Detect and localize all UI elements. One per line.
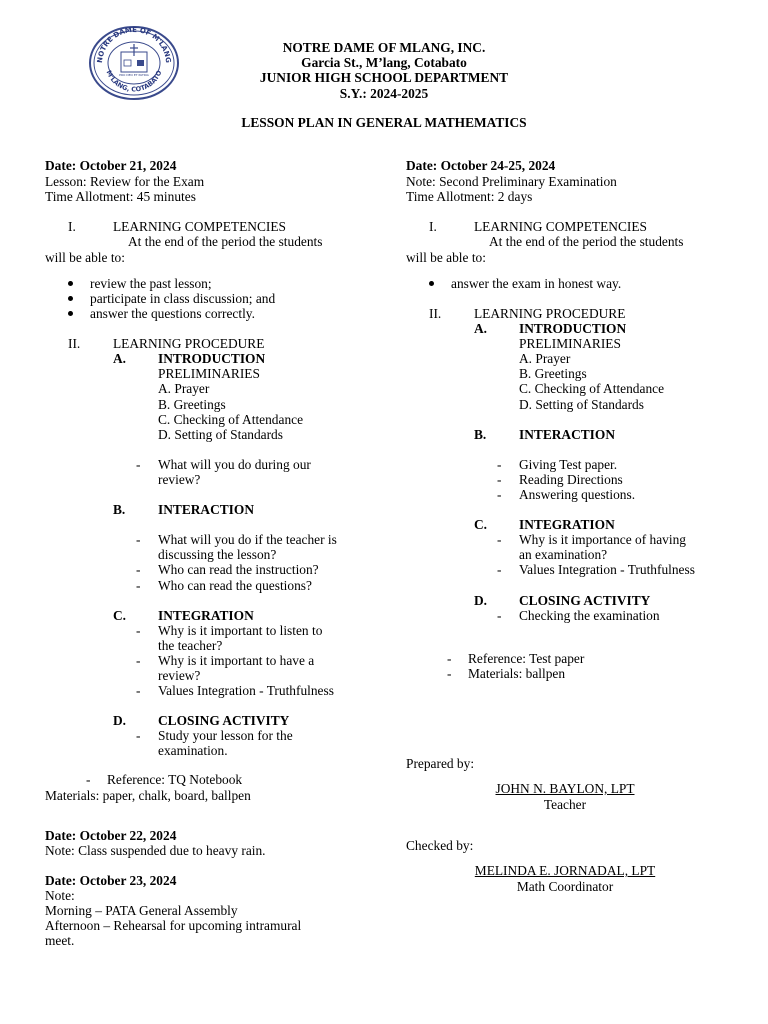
prepared-by-label: Prepared by: xyxy=(406,756,475,771)
list-item: Why is it importance of having xyxy=(519,532,686,547)
preliminaries-label: PRELIMINARIES xyxy=(158,366,260,381)
competency-text: will be able to: xyxy=(45,250,125,265)
note-line: meet. xyxy=(45,933,75,948)
reference-line: Reference: TQ Notebook xyxy=(107,772,243,787)
list-item: Why is it important to listen to xyxy=(158,623,323,638)
list-item: C. Checking of Attendance xyxy=(519,381,665,396)
list-item: Giving Test paper. xyxy=(519,457,618,472)
list-item: A. Prayer xyxy=(158,381,210,396)
subsection-heading: CLOSING ACTIVITY xyxy=(519,593,651,608)
school-name: NOTRE DAME OF MLANG, INC. xyxy=(282,40,486,55)
list-item: D. Setting of Standards xyxy=(519,397,644,412)
dash-marker: - xyxy=(136,728,141,743)
list-item: Who can read the instruction? xyxy=(158,562,319,577)
list-item: Answering questions. xyxy=(519,487,636,502)
list-item: D. Setting of Standards xyxy=(158,427,283,442)
list-item: Checking the examination xyxy=(519,608,660,623)
subsection-letter: C. xyxy=(113,608,127,623)
bullet-icon xyxy=(68,296,73,301)
list-item: the teacher? xyxy=(158,638,223,653)
dash-marker: - xyxy=(497,472,502,487)
subsection-heading: INTEGRATION xyxy=(519,517,615,532)
time-allotment: Time Allotment: 2 days xyxy=(406,189,533,204)
dash-marker: - xyxy=(497,532,502,547)
note-line: Morning – PATA General Assembly xyxy=(45,903,238,918)
section-number: II. xyxy=(429,306,442,321)
dash-marker: - xyxy=(497,487,502,502)
list-item: discussing the lesson? xyxy=(158,547,277,562)
dash-marker: - xyxy=(497,457,502,472)
lesson-line: Lesson: Review for the Exam xyxy=(45,174,205,189)
dash-marker: - xyxy=(447,666,452,681)
school-address: Garcia St., M’lang, Cotabato xyxy=(301,55,467,71)
list-item: Who can read the questions? xyxy=(158,578,312,593)
preparer-role: Teacher xyxy=(543,797,587,812)
checker-role: Math Coordinator xyxy=(516,879,614,894)
list-item: answer the questions correctly. xyxy=(90,306,255,321)
dash-marker: - xyxy=(497,608,502,623)
section-heading: LEARNING PROCEDURE xyxy=(113,336,265,351)
date-oct-21: Date: October 21, 2024 xyxy=(45,158,177,173)
list-item: C. Checking of Attendance xyxy=(158,412,304,427)
note-line: Note: Class suspended due to heavy rain. xyxy=(45,843,266,858)
checker-name: MELINDA E. JORNADAL, LPT xyxy=(474,863,656,878)
subsection-heading: INTRODUCTION xyxy=(519,321,627,336)
preliminaries-label: PRELIMINARIES xyxy=(519,336,621,351)
section-heading: LEARNING COMPETENCIES xyxy=(113,219,286,234)
list-item: B. Greetings xyxy=(519,366,587,381)
list-item: Values Integration - Truthfulness xyxy=(519,562,695,577)
dash-marker: - xyxy=(136,653,141,668)
date-oct-22: Date: October 22, 2024 xyxy=(45,828,177,843)
dash-marker: - xyxy=(136,578,141,593)
dash-marker: - xyxy=(497,562,502,577)
subsection-heading: INTEGRATION xyxy=(158,608,254,623)
dash-marker: - xyxy=(86,772,91,787)
note-line: Note: xyxy=(45,888,75,903)
subsection-letter: B. xyxy=(113,502,126,517)
materials-line: Materials: ballpen xyxy=(468,666,566,681)
section-number: II. xyxy=(68,336,81,351)
list-item: What will you do during our xyxy=(158,457,311,472)
date-oct-23: Date: October 23, 2024 xyxy=(45,873,177,888)
svg-text:M'LANG, COTABATO: M'LANG, COTABATO xyxy=(104,69,164,94)
department: JUNIOR HIGH SCHOOL DEPARTMENT xyxy=(259,70,509,86)
dash-marker: - xyxy=(447,651,452,666)
list-item: participate in class discussion; and xyxy=(90,291,276,306)
dash-marker: - xyxy=(136,532,141,547)
list-item: review the past lesson; xyxy=(90,276,212,291)
subsection-heading: INTERACTION xyxy=(519,427,615,442)
list-item: Values Integration - Truthfulness xyxy=(158,683,334,698)
subsection-letter: D. xyxy=(474,593,488,608)
time-allotment: Time Allotment: 45 minutes xyxy=(45,189,196,204)
competency-text: will be able to: xyxy=(406,250,486,265)
subsection-heading: INTERACTION xyxy=(158,502,254,517)
dash-marker: - xyxy=(136,683,141,698)
dash-marker: - xyxy=(136,562,141,577)
section-heading: LEARNING COMPETENCIES xyxy=(474,219,647,234)
subsection-letter: A. xyxy=(113,351,127,366)
subsection-heading: CLOSING ACTIVITY xyxy=(158,713,290,728)
bullet-icon xyxy=(68,311,73,316)
bullet-icon xyxy=(68,281,73,286)
list-item: B. Greetings xyxy=(158,397,226,412)
page-title: LESSON PLAN IN GENERAL MATHEMATICS xyxy=(241,115,527,130)
competency-text: At the end of the period the students xyxy=(489,234,684,249)
subsection-letter: D. xyxy=(113,713,127,728)
list-item: Reading Directions xyxy=(519,472,623,487)
list-item: A. Prayer xyxy=(519,351,571,366)
list-item: review? xyxy=(158,668,201,683)
list-item: examination. xyxy=(158,743,228,758)
list-item: Study your lesson for the xyxy=(158,728,293,743)
reference-line: Reference: Test paper xyxy=(468,651,585,666)
subsection-heading: INTRODUCTION xyxy=(158,351,266,366)
section-number: I. xyxy=(68,219,76,234)
note-line: Afternoon – Rehearsal for upcoming intramural xyxy=(45,918,302,933)
document-header xyxy=(0,40,768,101)
subsection-letter: C. xyxy=(474,517,488,532)
section-heading: LEARNING PROCEDURE xyxy=(474,306,626,321)
materials-line: Materials: paper, chalk, board, ballpen xyxy=(45,788,251,803)
dash-marker: - xyxy=(136,457,141,472)
subsection-letter: B. xyxy=(474,427,487,442)
competency-text: At the end of the period the students xyxy=(128,234,323,249)
date-oct-24-25: Date: October 24-25, 2024 xyxy=(406,158,556,173)
svg-text:PRO DEO ET PATRIA: PRO DEO ET PATRIA xyxy=(119,73,149,77)
svg-text:NOTRE DAME OF M'LANG: NOTRE DAME OF M'LANG xyxy=(95,26,173,64)
school-year: S.Y.: 2024-2025 xyxy=(339,85,429,101)
list-item: answer the exam in honest way. xyxy=(451,276,622,291)
bullet-icon xyxy=(429,281,434,286)
list-item: an examination? xyxy=(519,547,608,562)
list-item: Why is it important to have a xyxy=(158,653,315,668)
dash-marker: - xyxy=(136,623,141,638)
subsection-letter: A. xyxy=(474,321,488,336)
preparer-name: JOHN N. BAYLON, LPT xyxy=(495,781,635,796)
section-number: I. xyxy=(429,219,437,234)
list-item: What will you do if the teacher is xyxy=(158,532,337,547)
note-line: Note: Second Preliminary Examination xyxy=(406,174,617,189)
list-item: review? xyxy=(158,472,201,487)
checked-by-label: Checked by: xyxy=(406,838,474,853)
